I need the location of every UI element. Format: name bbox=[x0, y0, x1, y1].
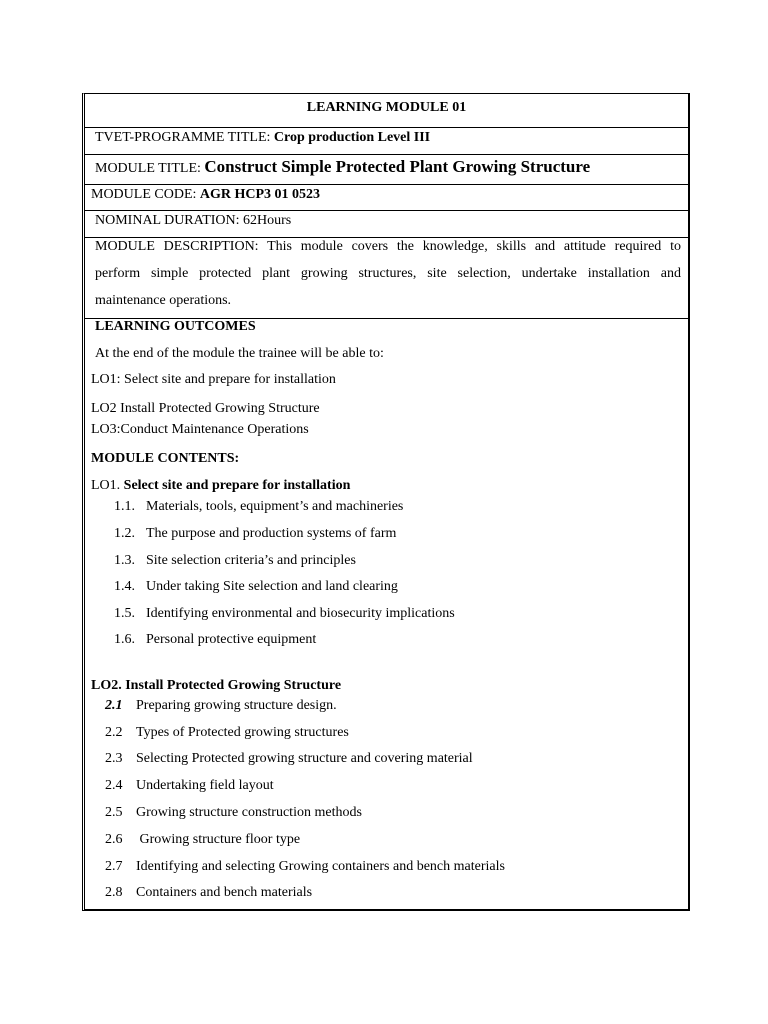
item-number: 1.5. bbox=[114, 606, 135, 621]
list-item bbox=[105, 885, 312, 901]
item-number: 2.6 bbox=[105, 832, 123, 847]
item-number: 1.4. bbox=[114, 579, 135, 594]
module-title-value: Construct Simple Protected Plant Growing Structure bbox=[204, 157, 591, 176]
item-number: 2.2 bbox=[105, 725, 123, 740]
item-number: 1.1. bbox=[114, 499, 135, 514]
list-item bbox=[114, 553, 356, 569]
programme-row bbox=[85, 128, 688, 155]
item-text: Identifying and selecting Growing containers and bench materials bbox=[136, 859, 505, 874]
item-text: Materials, tools, equipment’s and machineries bbox=[146, 499, 404, 514]
list-item bbox=[114, 606, 455, 622]
item-text: Under taking Site selection and land clearing bbox=[146, 579, 398, 594]
item-number: 2.1 bbox=[105, 698, 123, 713]
item-text: Containers and bench materials bbox=[136, 885, 313, 900]
learning-outcomes-heading: LEARNING OUTCOMES bbox=[95, 319, 256, 334]
module-contents-heading: MODULE CONTENTS: bbox=[91, 451, 240, 466]
module-code-row bbox=[85, 185, 688, 211]
item-text: Personal protective equipment bbox=[146, 632, 317, 647]
item-text: Growing structure floor type bbox=[136, 832, 301, 847]
module-title-row bbox=[85, 155, 688, 185]
list-item bbox=[105, 725, 349, 741]
item-number: 2.7 bbox=[105, 859, 123, 874]
list-item bbox=[105, 698, 337, 714]
outcome-lo3: LO3:Conduct Maintenance Operations bbox=[91, 422, 309, 437]
list-item bbox=[105, 805, 362, 821]
nominal-duration: NOMINAL DURATION: 62Hours bbox=[95, 213, 292, 228]
module-title bbox=[95, 157, 590, 177]
item-number: 1.6. bbox=[114, 632, 135, 647]
item-text: Preparing growing structure design. bbox=[136, 698, 337, 713]
module-table bbox=[82, 93, 690, 911]
programme-label: TVET-PROGRAMME TITLE: bbox=[95, 130, 274, 145]
list-item bbox=[114, 499, 403, 515]
programme-title bbox=[95, 130, 430, 146]
module-title-label: MODULE TITLE: bbox=[95, 161, 205, 176]
outcome-lo1: LO1: Select site and prepare for installation bbox=[91, 372, 336, 387]
list-item bbox=[114, 526, 396, 542]
contents-lo1-title: Select site and prepare for installation bbox=[123, 478, 351, 493]
outcomes-intro: At the end of the module the trainee will be able to: bbox=[95, 346, 384, 361]
contents-lo2-heading: LO2. Install Protected Growing Structure bbox=[91, 678, 342, 693]
module-code bbox=[91, 187, 320, 203]
module-code-value: AGR HCP3 01 0523 bbox=[199, 187, 321, 202]
item-text: Undertaking field layout bbox=[136, 778, 274, 793]
programme-value: Crop production Level III bbox=[273, 130, 431, 145]
item-text: Selecting Protected growing structure and covering material bbox=[136, 751, 473, 766]
item-number: 2.4 bbox=[105, 778, 123, 793]
module-code-label: MODULE CODE: bbox=[91, 187, 200, 202]
item-text: Types of Protected growing structures bbox=[136, 725, 349, 740]
item-number: 2.5 bbox=[105, 805, 123, 820]
list-item bbox=[105, 751, 473, 767]
contents-lo1-prefix: LO1. bbox=[91, 478, 124, 493]
duration-row bbox=[85, 211, 688, 238]
list-item bbox=[105, 778, 274, 794]
description-line-3: maintenance operations. bbox=[95, 293, 232, 308]
item-text: Identifying environmental and biosecurity implications bbox=[146, 606, 455, 621]
item-text: Site selection criteria’s and principles bbox=[146, 553, 356, 568]
item-number: 2.8 bbox=[105, 885, 123, 900]
description-line-1: MODULE DESCRIPTION: This module covers the knowledge, skills and attitude required to bbox=[95, 239, 681, 254]
description-row bbox=[85, 238, 688, 319]
module-heading: LEARNING MODULE 01 bbox=[306, 100, 467, 115]
outcome-lo2: LO2 Install Protected Growing Structure bbox=[91, 401, 320, 416]
list-item bbox=[114, 632, 316, 648]
item-number: 1.3. bbox=[114, 553, 135, 568]
item-number: 2.3 bbox=[105, 751, 123, 766]
item-number: 1.2. bbox=[114, 526, 135, 541]
item-text: The purpose and production systems of farm bbox=[146, 526, 397, 541]
description-line-2: perform simple protected plant growing structures, site selection, undertake installation and bbox=[95, 266, 681, 281]
list-item bbox=[105, 859, 505, 875]
list-item bbox=[114, 579, 398, 595]
header-row bbox=[85, 94, 688, 128]
list-item bbox=[105, 832, 300, 848]
item-text: Growing structure construction methods bbox=[136, 805, 362, 820]
contents-lo1-heading bbox=[91, 478, 350, 494]
